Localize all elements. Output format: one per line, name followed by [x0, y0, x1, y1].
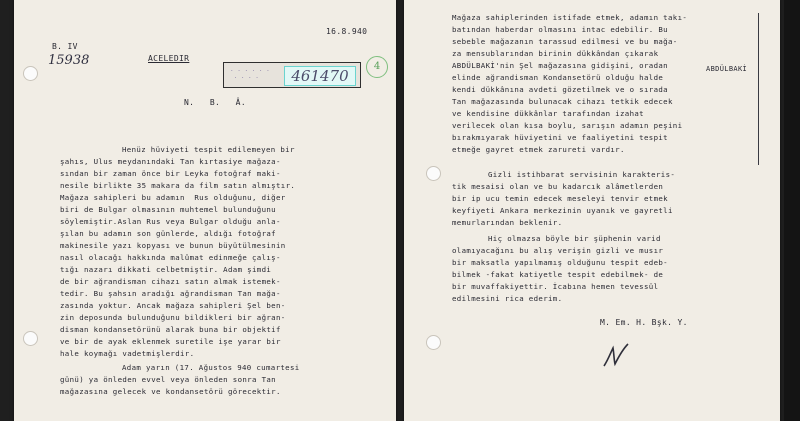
body-line: zasında yoktur. Ancak mağaza sahipleri Şel ben- [60, 301, 286, 310]
body-line: tığı nazarı dikkati celbetmiştir. Adam şimdi [60, 265, 272, 274]
body-line: ABDÜLBAKİ'nin Şel mağazasına gidişini, oradan [452, 61, 668, 70]
body-line: elinde ağrandisman Kondansetörü olduğu halde [452, 73, 664, 82]
body-line: edilmesini rica ederim. [452, 294, 563, 303]
circled-mark: 4 [366, 56, 388, 78]
punch-hole [23, 331, 38, 346]
body-line: Mağaza sahipleri bu adamın Rus olduğunu, diğer [60, 193, 286, 202]
body-line: ve bir de ayak eklenmek suretile işe yarar bir [60, 337, 281, 346]
body-line: tik mesaisi olan ve bu kadarcık alâmetlerden [452, 182, 664, 191]
margin-note: ABDÜLBAKİ [706, 65, 748, 73]
body-line: memurlarından beklenir. [452, 218, 563, 227]
punch-hole [426, 335, 441, 350]
body-line: etmeğe gayret etmek zarureti vardır. [452, 145, 625, 154]
body-line: şılan bu adamın son günlerde, aldığı fotoğraf [60, 229, 276, 238]
archive-stamp [223, 62, 361, 88]
reference-code: B. IV [52, 42, 78, 51]
viewer-edge [784, 0, 800, 421]
document-date: 16.8.940 [326, 27, 368, 36]
body-line: hale koymağı vadetmişlerdir. [60, 349, 195, 358]
body-line: Mağaza sahiplerinden istifade etmek, adamın takı- [452, 13, 688, 22]
body-line: kendi dükkânına avdeti gözetilmek ve o sırada [452, 85, 668, 94]
body-line: mağazasına gelecek ve kondansetörü görecektir. [60, 387, 281, 396]
body-line: keyfiyeti Ankara merkezinin uyanık ve gayretli [452, 206, 673, 215]
body-line: bırakmıyarak hüviyetini ve faaliyetini tespit [452, 133, 668, 142]
body-line: de bir ağrandisman cihazı satın almak istemek- [60, 277, 281, 286]
document-page-right [404, 0, 780, 421]
body-line: Hiç olmazsa böyle bir şüphenin varid [488, 234, 661, 243]
body-line: tedir. Bu şahsın aradığı ağrandisman Tan mağa- [60, 289, 281, 298]
body-line: şahıs, Ulus meydanındaki Tan kırtasiye mağaza- [60, 157, 281, 166]
punch-hole [426, 166, 441, 181]
body-line: verilecek olan kısa boylu, sarışın adamın peşini [452, 121, 683, 130]
urgent-label: ACELEDIR [148, 54, 190, 63]
body-line: Henüz hüviyeti tespit edilemeyen bir [122, 145, 295, 154]
body-line: bir muvaffakiyettir. İcabına hemen tevessül [452, 282, 659, 291]
signature-mark [600, 340, 634, 370]
punch-hole [23, 66, 38, 81]
body-line: zin deposunda bulunduğunu bildikleri bir ağran- [60, 313, 286, 322]
body-line: batından haberdar olmasını intac edebilir. Bu [452, 25, 668, 34]
body-line: biri de Bulgar olmasının muhtemel bulunduğunu [60, 205, 276, 214]
stamp-text: . . . . . . . . . . [230, 66, 270, 80]
body-line: bilmek -fakat katiyetle tespit edebilmek- de [452, 270, 664, 279]
document-heading: N. B. Â. [184, 98, 246, 107]
body-line: za mensublarından birinin dükkândan çıkarak [452, 49, 659, 58]
body-line: Gizli istihbarat servisinin karakteris- [488, 170, 676, 179]
body-line: günü) ya önleden evvel veya önleden sonra Tan [60, 375, 276, 384]
body-line: bir ip ucu temin edecek meseleyi tenvir etmek [452, 194, 668, 203]
body-line: makinesile yazı kopyası ve bunun büyütülmesinin [60, 241, 286, 250]
stamp-number: 461470 [284, 66, 356, 86]
handwritten-number: 15938 [48, 53, 90, 68]
body-line: nesile birlikte 35 makara da film satın almıştır. [60, 181, 296, 190]
body-line: disman kondansetörünü alarak buna bir objektif [60, 325, 281, 334]
body-line: sından bir zaman önce bir Leyka fotoğraf maki- [60, 169, 281, 178]
body-line: Tan mağazasında bulunacak cihazı tetkik edecek [452, 97, 673, 106]
closing-line: M. Em. H. Bşk. Y. [600, 318, 688, 327]
document-page-left [14, 0, 396, 421]
body-line: sebeble mağazanın tarassud edilmesi ve bu mağa- [452, 37, 678, 46]
body-line: bir maksatla yapılmamış olduğunu tespit edeb- [452, 258, 668, 267]
body-line: Adam yarın (17. Ağustos 940 cumartesi [122, 363, 300, 372]
body-line: nasıl olacağı hakkında malûmat edinmeğe çalış- [60, 253, 281, 262]
body-line: ve kendisine dükkânlar tarafından izahat [452, 109, 644, 118]
body-line: olamıyacağını bu alış verişin gizli ve musır [452, 246, 664, 255]
body-line: söylemiştir.Aslan Rus veya Bulgar olduğu anla- [60, 217, 281, 226]
margin-bracket-line [758, 13, 759, 165]
